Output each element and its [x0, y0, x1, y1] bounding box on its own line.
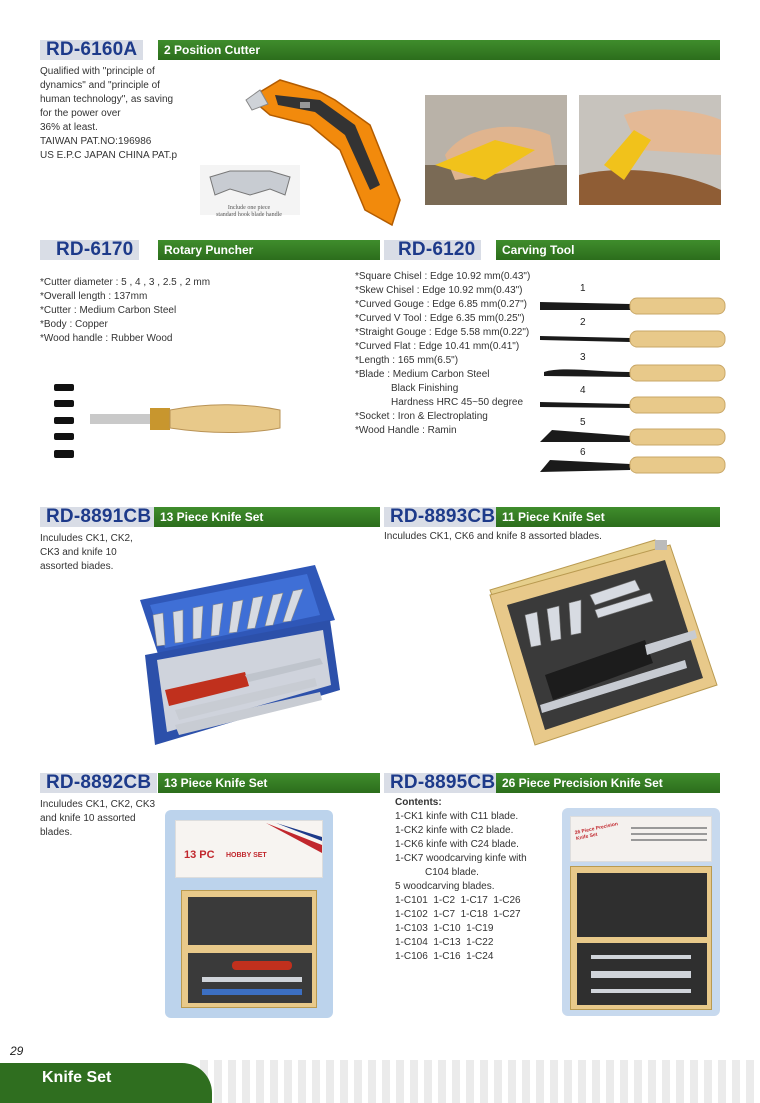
carving-tools-image	[540, 292, 730, 477]
package-card	[175, 820, 323, 878]
spec-line: *Body : Copper	[40, 319, 108, 330]
rd8892cb-description	[40, 798, 155, 840]
desc-line: dynamics" and "principle of	[40, 80, 160, 91]
contents-label: Contents:	[395, 797, 442, 808]
desc-line: assorted biades.	[40, 561, 114, 572]
spec-line: *Wood handle : Rubber Wood	[40, 333, 173, 344]
rd6170-specs	[40, 276, 210, 346]
spec-line: *Cutter : Medium Carbon Steel	[40, 305, 177, 316]
fine-print	[631, 833, 707, 835]
page-number: 29	[10, 1044, 24, 1058]
package-name: 26 Piece Precision Knife Set	[574, 821, 619, 843]
parts-row: 1-C106 1-C16 1-C24	[395, 951, 494, 962]
product-code: RD-6160A	[40, 40, 143, 60]
footer-decoration	[200, 1060, 760, 1103]
contents-line: C104 blade.	[425, 867, 479, 878]
tool-number: 5	[580, 417, 586, 428]
desc-line: for the power over	[40, 108, 121, 119]
knife-handle	[202, 977, 302, 982]
desc-line: TAIWAN PAT.NO:196986	[40, 136, 152, 147]
rd6120-specs	[355, 270, 530, 438]
header-rd6160a	[40, 40, 720, 60]
contents-line: 1-CK6 kinfe with C24 blade.	[395, 839, 519, 850]
contents-line: 1-CK2 kinfe with C2 blade.	[395, 825, 514, 836]
knife-handle	[591, 971, 691, 978]
header-rd8895cb	[384, 773, 720, 793]
spec-line: *Blade : Medium Carbon Steel	[355, 369, 490, 380]
spec-line: Hardness HRC 45~50 degree	[391, 397, 524, 408]
desc-line: CK3 and knife 10	[40, 547, 117, 558]
tool-number: 4	[580, 385, 586, 396]
contents-line: 1-CK1 kinfe with C11 blade.	[395, 811, 519, 822]
product-title: Rotary Puncher	[158, 240, 380, 260]
product-title: 2 Position Cutter	[158, 40, 720, 60]
tool-number: 3	[580, 352, 586, 363]
spec-line: *Length : 165 mm(6.5")	[355, 355, 459, 366]
desc-line: human technology", as saving	[40, 94, 174, 105]
blue-handle	[202, 989, 302, 995]
footer-label: Knife Set	[42, 1069, 112, 1086]
product-title: 26 Piece Precision Knife Set	[496, 773, 720, 793]
blue-knife-case-image	[135, 560, 345, 750]
product-title: 11 Piece Knife Set	[496, 507, 720, 527]
tool-number: 1	[580, 283, 586, 294]
desc-line: 36% at least.	[40, 122, 98, 133]
desc-line: Inculudes CK1, CK2,	[40, 533, 133, 544]
hand-photo-2	[579, 95, 721, 205]
rotary-puncher-image	[50, 380, 290, 465]
desc-line: US E.P.C JAPAN CHINA PAT.p	[40, 150, 178, 161]
package-card	[570, 816, 712, 862]
wooden-knife-case-image	[485, 535, 725, 750]
spec-line: *Socket : Iron & Electroplating	[355, 411, 488, 422]
rd6160a-description	[40, 65, 177, 163]
spec-line: *Wood Handle : Ramin	[355, 425, 457, 436]
hobby-set-package	[165, 810, 333, 1018]
parts-row: 1-C102 1-C7 1-C18 1-C27	[395, 909, 521, 920]
desc-line: blades.	[40, 827, 73, 838]
precision-set-package	[562, 808, 720, 1016]
package-name: HOBBY SET	[226, 852, 267, 859]
spec-line: *Curved V Tool : Edge 6.35 mm(0.25")	[355, 313, 525, 324]
spec-line: *Skew Chisel : Edge 10.92 mm(0.43")	[355, 285, 523, 296]
spec-line: Black Finishing	[391, 383, 459, 394]
knife-handle	[591, 955, 691, 959]
header-rd6120	[384, 240, 720, 260]
product-code: RD-8891CB	[40, 507, 157, 527]
wooden-case	[570, 866, 712, 1010]
desc-line: Qualified with "principle of	[40, 66, 155, 77]
blade-tray	[577, 873, 707, 937]
spec-line: *Overall length : 137mm	[40, 291, 148, 302]
stripe-decoration	[266, 823, 322, 853]
rd8891cb-description	[40, 532, 133, 574]
fine-print	[631, 827, 707, 829]
product-code: RD-8893CB	[384, 507, 501, 527]
package-count: 13 PC	[184, 849, 215, 861]
rd8895cb-contents	[395, 796, 527, 964]
spec-line: *Cutter diameter : 5 , 4 , 3 , 2.5 , 2 mm	[40, 277, 211, 288]
caption-line: standard hook blade handle	[216, 212, 282, 218]
blade-caption	[205, 205, 293, 219]
desc-line: Inculudes CK1, CK6 and knife 8 assorted blades.	[384, 531, 602, 542]
spec-line: *Curved Flat : Edge 10.41 mm(0.41")	[355, 341, 520, 352]
hand-photo-1	[425, 95, 567, 205]
product-code: RD-6120	[384, 240, 481, 260]
product-title: 13 Piece Knife Set	[158, 773, 380, 793]
footer-band	[0, 1063, 212, 1103]
red-handle	[232, 961, 292, 970]
tool-number: 6	[580, 447, 586, 458]
contents-line: 5 woodcarving blades.	[395, 881, 495, 892]
contents-line: 1-CK7 woodcarving kinfe with	[395, 853, 527, 864]
desc-line: Inculudes CK1, CK2, CK3	[40, 799, 156, 810]
parts-row: 1-C101 1-C2 1-C17 1-C26	[395, 895, 521, 906]
product-title: 13 Piece Knife Set	[154, 507, 380, 527]
header-rd8891cb	[40, 507, 380, 527]
blade-tray	[188, 897, 312, 945]
knife-handle	[591, 989, 691, 993]
header-rd6170	[40, 240, 380, 260]
product-title: Carving Tool	[496, 240, 720, 260]
parts-row: 1-C104 1-C13 1-C22	[395, 937, 494, 948]
header-rd8892cb	[40, 773, 380, 793]
wooden-case	[181, 890, 317, 1008]
tool-number: 2	[580, 317, 586, 328]
header-rd8893cb	[384, 507, 720, 527]
caption-line: Include one piece	[227, 205, 271, 211]
carving-tool	[540, 298, 725, 314]
spec-line: *Square Chisel : Edge 10.92 mm(0.43")	[355, 271, 531, 282]
parts-row: 1-C103 1-C10 1-C19	[395, 923, 494, 934]
spec-line: *Straight Gouge : Edge 5.58 mm(0.22")	[355, 327, 530, 338]
spec-line: *Curved Gouge : Edge 6.85 mm(0.27")	[355, 299, 527, 310]
fine-print	[631, 839, 707, 841]
product-code: RD-8895CB	[384, 773, 501, 793]
desc-line: and knife 10 assorted	[40, 813, 136, 824]
product-code: RD-8892CB	[40, 773, 157, 793]
product-code: RD-6170	[40, 240, 139, 260]
